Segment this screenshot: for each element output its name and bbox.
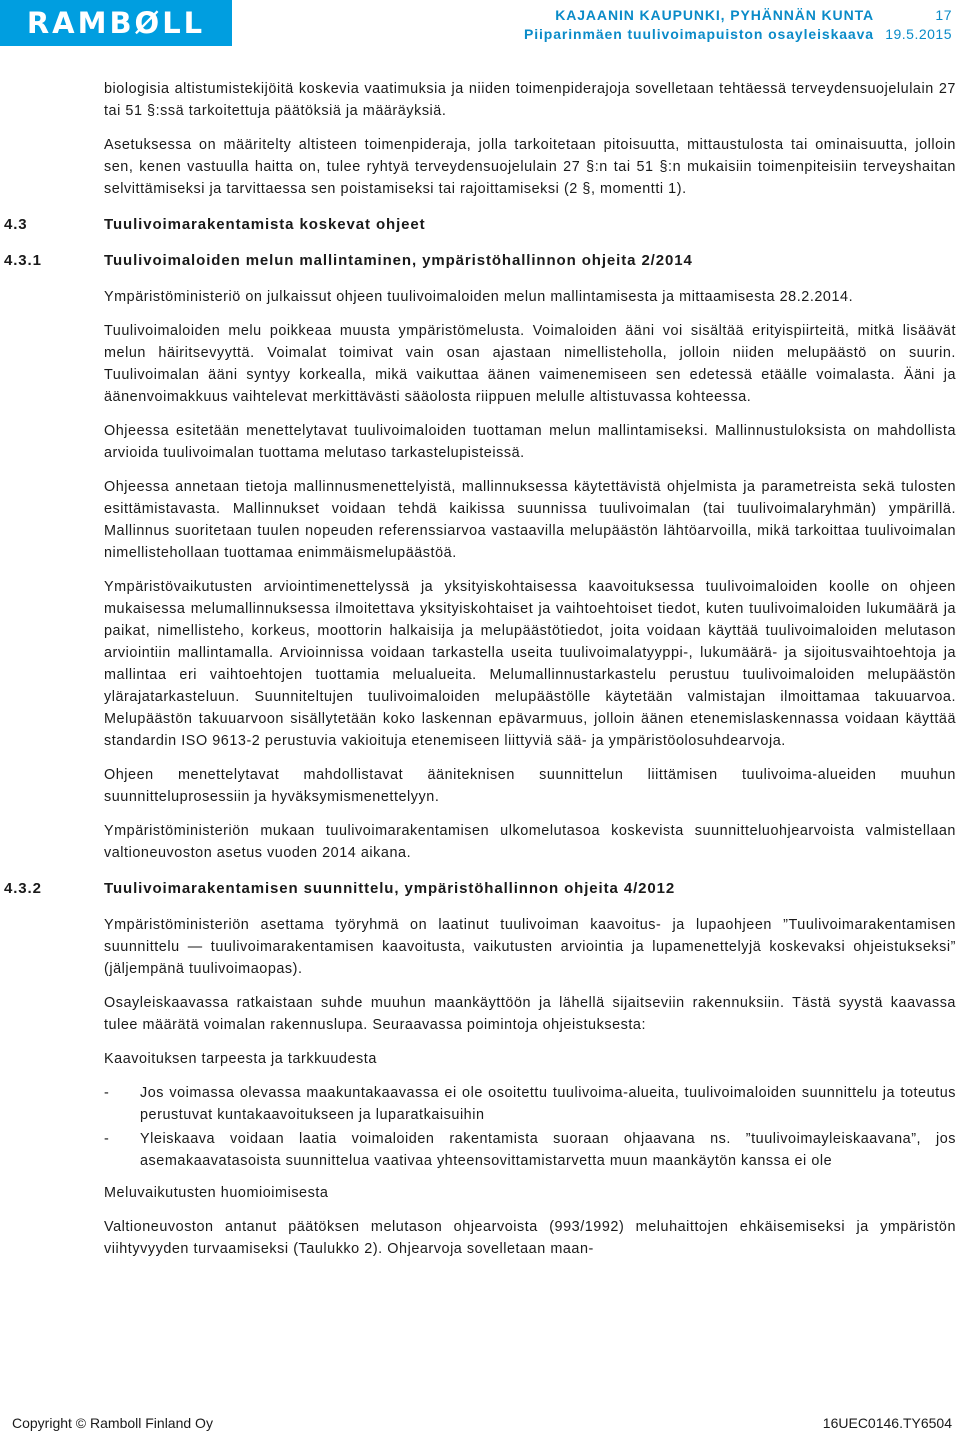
- paragraph: Ympäristöministeriön asettama työryhmä on laatinut tuulivoiman kaavoitus- ja lupaohjeen ”Tuulivoimarakentamisen suunnittelu — tuulivoimarakentamisen kaavoitusta, vaikutusten arviointia ja lupamenettelyjä koskevaksi ohjeistukseksi” (jäljempänä tuulivoimaopas).: [104, 917, 956, 977]
- subheading: Meluvaikutusten huomioimisesta: [104, 1185, 329, 1201]
- section-title: Tuulivoimarakentamista koskevat ohjeet: [104, 216, 426, 233]
- paragraph: Valtioneuvoston antanut päätöksen melutason ohjearvoista (993/1992) meluhaittojen ehkäisemiseksi ja ympäristön viihtyvyyden turvaamiseksi (Taulukko 2). Ohjearvoja sovelletaan maan-: [104, 1219, 956, 1257]
- copyright-text: Copyright © Ramboll Finland Oy: [12, 1415, 213, 1431]
- section-title: Tuulivoimaloiden melun mallintaminen, ympäristöhallinnon ohjeita 2/2014: [104, 252, 693, 269]
- subheading: Kaavoituksen tarpeesta ja tarkkuudesta: [104, 1051, 377, 1067]
- paragraph: biologisia altistumistekijöitä koskevia vaatimuksia ja niiden toimenpiderajoja sovelletaan tehtäessä terveydensuojelulain 27 tai 51 §:ssä tarkoitettuja päätöksiä ja määräyksiä.: [104, 81, 956, 119]
- section-heading-4-3: [4, 214, 956, 236]
- paragraph: Ohjeen menettelytavat mahdollistavat ääniteknisen suunnittelun liittämisen tuulivoima-alueiden muuhun suunnitteluprosessiin ja hyväksymismenettelyyn.: [104, 767, 956, 805]
- section-heading-4-3-2: [4, 878, 956, 900]
- ramboll-logo: [0, 0, 232, 46]
- client-name: KAJAANIN KAUPUNKI, PYHÄNNÄN KUNTA: [555, 7, 874, 23]
- paragraph: Ohjeessa annetaan tietoja mallinnusmenettelyistä, mallinnuksessa käytettävistä ohjelmista ja parametreista sekä tulosten esittämistavasta. Mallinnukset voidaan tehdä kaikissa suunnissa tuulivoimalan (tai tuulivoimalaryhmän) ympärillä. Mallinnus suoritetaan tuulen nopeuden referenssiarvoa vastaavilla melupäästön lähtöarvoilla, mikä tarkoittaa tuulivoimalan nimellistehollaan tuottamaa enimmäismelupäästöä.: [104, 479, 956, 561]
- section-number: 4.3: [4, 216, 28, 233]
- paragraph: Ympäristöministeriön mukaan tuulivoimarakentamisen ulkomelutasoa koskevista suunnitteluohjearvoista valmistellaan valtioneuvoston asetus vuoden 2014 aikana.: [104, 823, 956, 861]
- section-title: Tuulivoimarakentamisen suunnittelu, ympäristöhallinnon ohjeita 4/2012: [104, 880, 676, 897]
- paragraph: Tuulivoimaloiden melu poikkeaa muusta ympäristömelusta. Voimaloiden ääni voi sisältää erityispiirteitä, mitkä lisäävät melun häiritsevyyttä. Voimalat toimivat vain osan ajastaan nimellisteholla, jolloin niiden melupäästö on suurin. Tuulivoimalan ääni syntyy korkealla, mikä vaikuttaa äänen vaimenemiseen sen edetessä etäälle voimalasta. Ääni ja äänenvoimakkuus vaihtelevat merkittävästi sääolosta riippuen melulle altistuvassa kohteessa.: [104, 323, 956, 405]
- list-item-text: Jos voimassa olevassa maakuntakaavassa ei ole osoitettu tuulivoima-alueita, tuulivoimaloiden suunnittelu ja toteutus perustuvat kuntakaavoitukseen ja luparatkaisuihin: [140, 1085, 956, 1123]
- document-body: [4, 78, 956, 1272]
- list-item: [104, 1082, 956, 1126]
- paragraph: Ohjeessa esitetään menettelytavat tuulivoimaloiden tuottaman melun mallintamiseksi. Mallinnustuloksista on mahdollista arvioida tuulivoimalan tuottama melutaso tarkastelupisteissä.: [104, 423, 956, 461]
- page-number: 17: [935, 7, 952, 23]
- paragraph: Asetuksessa on määritelty altisteen toimenpideraja, jolla tarkoitetaan pitoisuutta, mittaustulosta tai ominaisuutta, jolloin sen, kenen vastuulla haitta on, tulee ryhtyä terveydensuojelulain 27 §:n tai 51 §:n mukaisiin toimenpiteisiin terveyshaitan selvittämiseksi ja tarvittaessa sen poistamiseksi tai rajoittamiseksi (2 §, momentti 1).: [104, 137, 956, 197]
- page-footer: [12, 1415, 952, 1431]
- header-info: [524, 6, 952, 44]
- paragraph: Ympäristövaikutusten arviointimenettelyssä ja yksityiskohtaisessa kaavoituksessa tuulivoimaloiden koolle on ohjeen mukaisessa melumallinnuksessa ilmoitettava yksityiskohtaiset ja vaihtoehtoiset tiedot, kuten tuulivoimaloiden lukumäärä ja paikat, nimellisteho, korkeus, moottorin halkaisija ja melupäästötiedot, joita voidaan käyttää tuulivoimaloiden melutason arviointiin mallintamalla. Arvioinnissa voidaan tarkastella useita tuulivoimalatyyppi-, lukumäärä- ja sijoitusvaihtoehtoja ja mallintaa eri vaihtoehtojen tuottamia melualueita. Melumallinnustarkastelu perustuu tuulivoimaloiden melupäästön ylärajatarkasteluun. Suunniteltujen tuulivoimaloiden melupäästölle käytetään valmistajan ilmoittamaa takuuarvoa. Melupäästön takuuarvoon sisällytetään koko laskennan epävarmuus, jolloin äänen etenemislaskennassa voidaan käyttää standardin ISO 9613-2 perustuvia vakioituja etenemiseen liittyviä sää- ja ympäristöolosuhdearvoja.: [104, 579, 956, 749]
- paragraph: Ympäristöministeriö on julkaissut ohjeen tuulivoimaloiden melun mallintamisesta ja mittaamisesta 28.2.2014.: [104, 289, 854, 305]
- section-heading-4-3-1: [4, 250, 956, 272]
- paragraph: Osayleiskaavassa ratkaistaan suhde muuhun maankäyttöön ja lähellä sijaitseviin rakennuksiin. Tästä syystä kaavassa tulee määrätä voimalan rakennuslupa. Seuraavassa poimintoja ohjeistuksesta:: [104, 995, 956, 1033]
- logo-text: RAMBØLL: [26, 6, 206, 40]
- list-item: [104, 1128, 956, 1172]
- project-name: Piiparinmäen tuulivoimapuiston osayleiskaava: [523, 26, 874, 42]
- section-number: 4.3.2: [4, 880, 42, 897]
- page-header: [0, 0, 960, 48]
- dash-bullet: -: [104, 1085, 110, 1101]
- bullet-list: [104, 1082, 956, 1172]
- document-code: 16UEC0146.TY6504: [822, 1415, 952, 1431]
- dash-bullet: -: [104, 1131, 110, 1147]
- document-date: 19.5.2015: [885, 26, 952, 42]
- list-item-text: Yleiskaava voidaan laatia voimaloiden rakentamista suoraan ohjaavana ns. ”tuulivoimayleiskaavana”, jos asemakaavatasoista suunnittelua vaativaa yhteensovittamistarvetta muun maankäytön kanssa ei ole: [140, 1131, 956, 1169]
- section-number: 4.3.1: [4, 252, 42, 269]
